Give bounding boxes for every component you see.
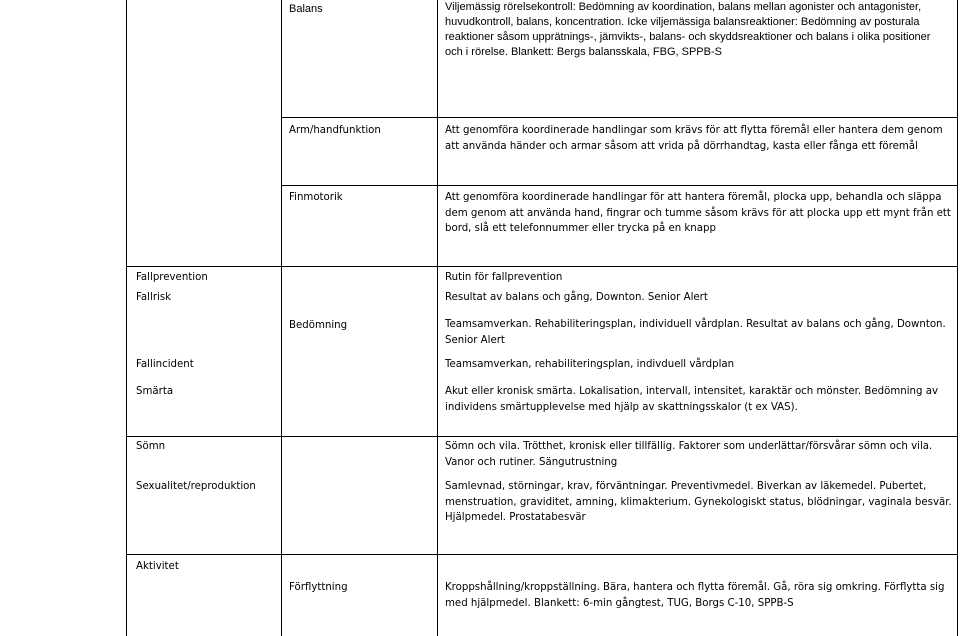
- description-sexualitet-reproduktion: Samlevnad, störningar, krav, förväntningar. Preventivmedel. Biverkan av läkemedel. Pubertet, menstruation, graviditet, amning, klimakterium. Gynekologiskt status, blödningar, vaginala besvär. Hjälpmedel. Prostatabesvär: [445, 481, 952, 523]
- description-forflyttning: Kroppshållning/kroppställning. Bära, hantera och flytta föremål. Gå, röra sig omkring. Förflytta sig med hjälpmedel. Blankett: 6-min gångtest, TUG, Borgs C-10, SPPB-S: [445, 582, 945, 609]
- term-fallprevention: Fallprevention: [136, 272, 208, 283]
- table-border-left: [126, 0, 127, 636]
- description-fallrisk: Resultat av balans och gång, Downton. Senior Alert: [445, 292, 708, 303]
- row-divider: [126, 266, 958, 267]
- row-divider: [281, 185, 958, 186]
- description-fallprevention: Rutin för fallprevention: [445, 272, 563, 283]
- row-divider: [281, 117, 958, 118]
- row-divider: [126, 554, 958, 555]
- term-finmotorik: Finmotorik: [289, 192, 343, 203]
- description-smarta: Akut eller kronisk smärta. Lokalisation, intervall, intensitet, karaktär och mönster. Bedömning av individens smärtupplevelse med hjälp av skattningsskalor (t ex VAS).: [445, 386, 938, 413]
- table-border-mid1: [281, 0, 282, 636]
- term-bedomning: Bedömning: [289, 320, 348, 331]
- term-arm-handfunktion: Arm/handfunktion: [289, 125, 381, 136]
- description-arm-handfunktion: Att genomföra koordinerade handlingar som krävs för att flytta föremål eller hantera dem genom att använda händer och armar såsom att vrida på dörrhandtag, kasta eller fånga ett föremål: [445, 125, 943, 152]
- term-fallrisk: Fallrisk: [136, 292, 172, 303]
- term-fallincident: Fallincident: [136, 359, 194, 370]
- term-somn: Sömn: [136, 441, 166, 452]
- row-divider: [126, 436, 958, 437]
- term-smarta: Smärta: [136, 386, 174, 397]
- description-somn: Sömn och vila. Trötthet, kronisk eller tillfällig. Faktorer som underlättar/försvårar sömn och vila. Vanor och rutiner. Sängutrustning: [445, 441, 933, 468]
- description-fallincident: Teamsamverkan, rehabiliteringsplan, indivduell vårdplan: [445, 359, 735, 370]
- term-balans: Balans: [289, 3, 323, 15]
- term-forflyttning: Förflyttning: [289, 582, 348, 593]
- description-bedomning: Teamsamverkan. Rehabiliteringsplan, individuell vårdplan. Resultat av balans och gång, Downton. Senior Alert: [445, 319, 946, 346]
- term-aktivitet: Aktivitet: [136, 561, 179, 572]
- table-border-mid2: [437, 0, 438, 636]
- description-balans: Viljemässig rörelsekontroll: Bedömning av koordination, balans mellan agonister och antagonister, huvudkontroll, balans, koncentration. Icke viljemässiga balansreaktioner: Bedömning av posturala reaktioner såsom upprätnings-, jämvikts-, balans- och skyddsreaktioner och balans i olika positioner och i rörelse. Blankett: Bergs balansskala, FBG, SPPB-S: [445, 1, 931, 58]
- table-border-right: [957, 0, 958, 636]
- description-finmotorik: Att genomföra koordinerade handlingar för att hantera föremål, plocka upp, behandla och släppa dem genom att använda hand, fingrar och tumme såsom krävs för att plocka upp ett mynt från ett bord, slå ett telefonnummer eller trycka på en knapp: [445, 192, 951, 234]
- term-sexualitet-reproduktion: Sexualitet/reproduktion: [136, 481, 256, 492]
